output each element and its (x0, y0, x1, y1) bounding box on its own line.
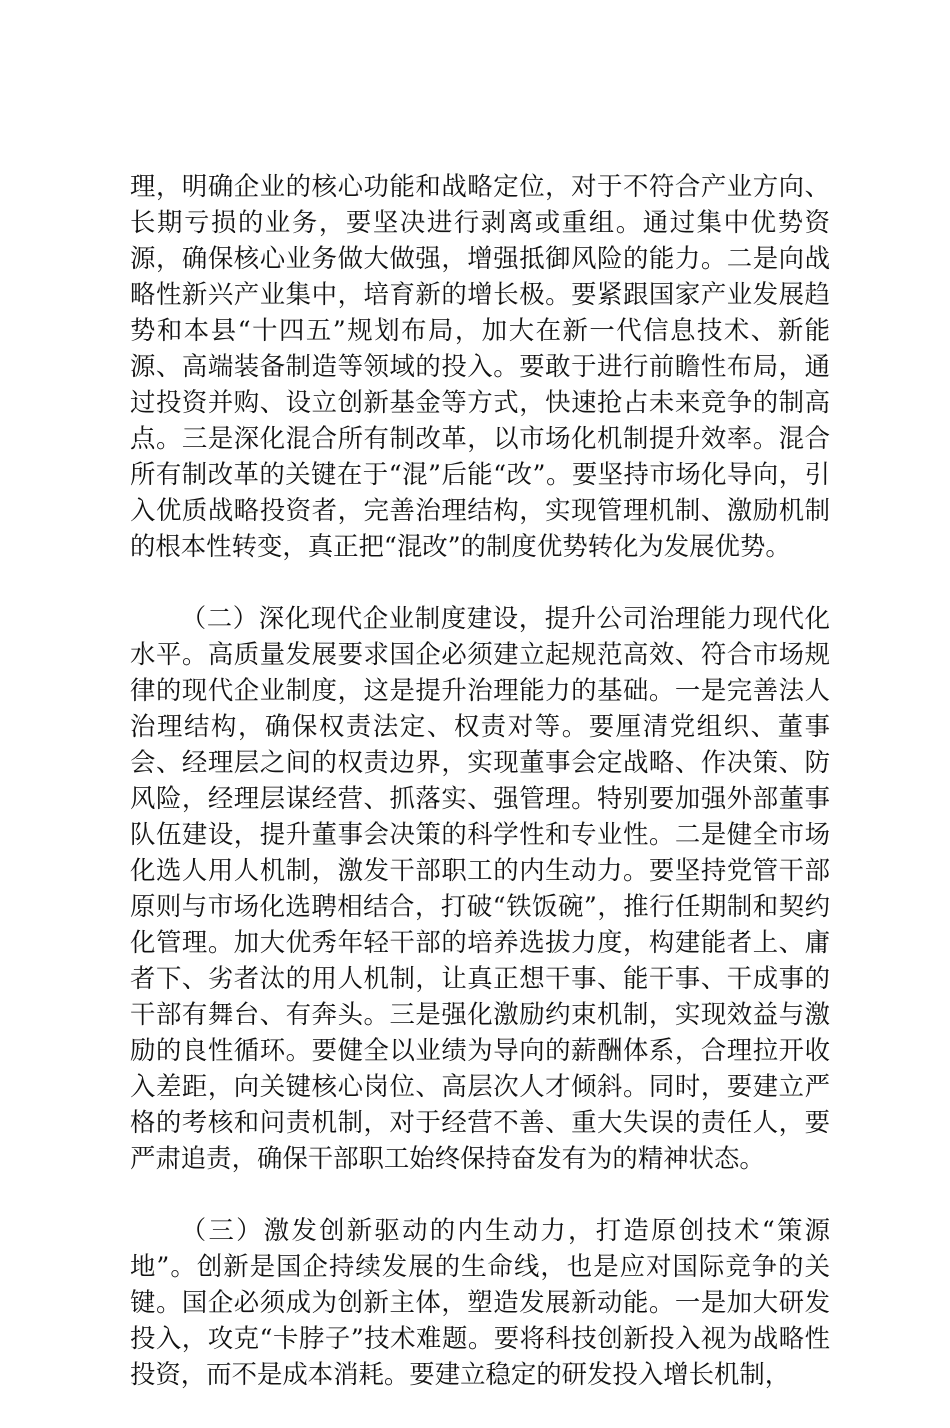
paragraph-section-3: （三）激发创新驱动的内生动力，打造原创技术“策源地”。创新是国企持续发展的生命线，也是应对国际竞争的关键。国企必须成为创新主体，塑造发展新动能。一是加大研发投入，攻克“卡脖子”技术难题。要将科技创新投入视为战略性投资，而不是成本消耗。要建立稳定的研发投入增长机制， (130, 1215, 830, 1389)
document-page (130, 168, 830, 1428)
paragraph-continuation: 理，明确企业的核心功能和战略定位，对于不符合产业方向、长期亏损的业务，要坚决进行剥离或重组。通过集中优势资源，确保核心业务做大做强，增强抵御风险的能力。二是向战略性新兴产业集中，培育新的增长极。要紧跟国家产业发展趋势和本县“十四五”规划布局，加大在新一代信息技术、新能源、高端装备制造等领域的投入。要敢于进行前瞻性布局，通过投资并购、设立创新基金等方式，快速抢占未来竞争的制高点。三是深化混合所有制改革，以市场化机制提升效率。混合所有制改革的关键在于“混”后能“改”。要坚持市场化导向，引入优质战略投资者，完善治理结构，实现管理机制、激励机制的根本性转变，真正把“混改”的制度优势转化为发展优势。 (130, 171, 830, 561)
paragraph-section-2: （二）深化现代企业制度建设，提升公司治理能力现代化水平。高质量发展要求国企必须建立起规范高效、符合市场规律的现代企业制度，这是提升治理能力的基础。一是完善法人治理结构，确保权责法定、权责对等。要厘清党组织、董事会、经理层之间的权责边界，实现董事会定战略、作决策、防风险，经理层谋经营、抓落实、强管理。特别要加强外部董事队伍建设，提升董事会决策的科学性和专业性。二是健全市场化选人用人机制，激发干部职工的内生动力。要坚持党管干部原则与市场化选聘相结合，打破“铁饭碗”，推行任期制和契约化管理。加大优秀年轻干部的培养选拔力度，构建能者上、庸者下、劣者汰的用人机制，让真正想干事、能干事、干成事的干部有舞台、有奔头。三是强化激励约束机制，实现效益与激励的良性循环。要健全以业绩为导向的薪酬体系，合理拉开收入差距，向关键核心岗位、高层次人才倾斜。同时，要建立严格的考核和问责机制，对于经营不善、重大失误的责任人，要严肃追责，确保干部职工始终保持奋发有为的精神状态。 (130, 603, 830, 1173)
